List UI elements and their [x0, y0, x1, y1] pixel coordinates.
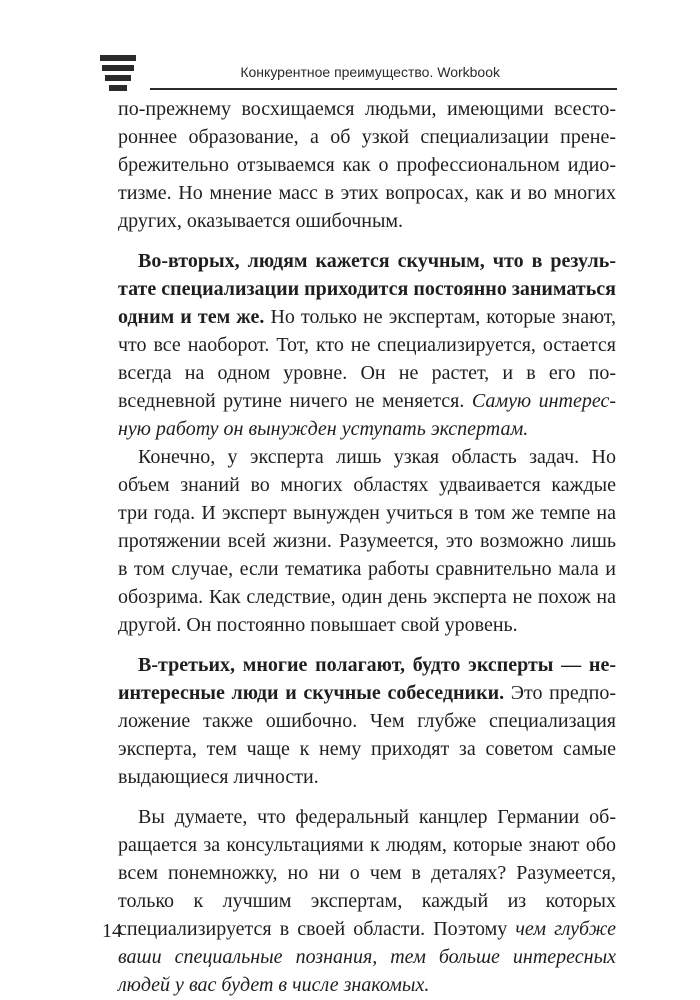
paragraph-1: [118, 95, 616, 235]
paragraph-2-italic-tail: Самую интересную работу он вынужден уступать экспертам.: [118, 390, 616, 440]
paragraph-2: [118, 247, 616, 443]
header-divider: [150, 88, 617, 90]
paragraph-5: [118, 803, 616, 999]
running-header-title: Конкурентное преимущество. Workbook: [240, 64, 500, 80]
paragraph-1-text: по-прежнему восхищаемся людьми, имеющими всестороннее образование, а об узкой специализации пренебрежительно отзываемся как о профессиональном идиотизме. Но мнение масс в этих вопросах, как и во многих других, оказывается ошибочным.: [118, 98, 616, 232]
paragraph-4-text: Это предположение также ошибочно. Чем глубже специализация эксперта, тем чаще к нему приходят за советом самые выдающиеся личности.: [118, 682, 616, 788]
paragraph-4: [118, 651, 616, 791]
paragraph-2-bold-lead: Во-вторых, людям кажется скучным, что в результате специализации приходится постоянно заниматься одним и тем же.: [118, 250, 616, 328]
stacked-bars-logo-icon: [100, 55, 136, 91]
paragraph-3-text: Конечно, у эксперта лишь узкая область задач. Но объем знаний во многих областях удваивается каждые три года. И эксперт вынужден учиться в том же темпе на протяжении всей жизни. Разумеется, это возможно лишь в том случае, если тематика работы сравнительно мала и обозрима. Как следствие, один день эксперта не похож на другой. Он постоянно повышает свой уровень.: [118, 446, 616, 636]
paragraph-3: [118, 443, 616, 639]
page-body: [118, 95, 616, 999]
page-number: 14: [102, 920, 122, 942]
paragraph-4-bold-lead: В-третьих, многие полагают, будто эксперты — неинтересные люди и скучные собеседники.: [118, 654, 616, 704]
paragraph-2-text: Но только не экспертам, которые знают, что все наоборот. Тот, кто не специализируется, остается всегда на одном уровне. Он не растет, и в его повседневной рутине ничего не меняется.: [118, 306, 616, 412]
paragraph-5-text: Вы думаете, что федеральный канцлер Германии обращается за консультациями к людям, которые знают обо всем понемножку, но ни о чем в деталях? Разумеется, только к лучшим экспертам, каждый из которых специализируется в своей области. Поэтому: [118, 806, 616, 940]
paragraph-5-italic-tail: чем глубже ваши специальные познания, тем больше интересных людей у вас будет в числе знакомых.: [118, 918, 616, 996]
